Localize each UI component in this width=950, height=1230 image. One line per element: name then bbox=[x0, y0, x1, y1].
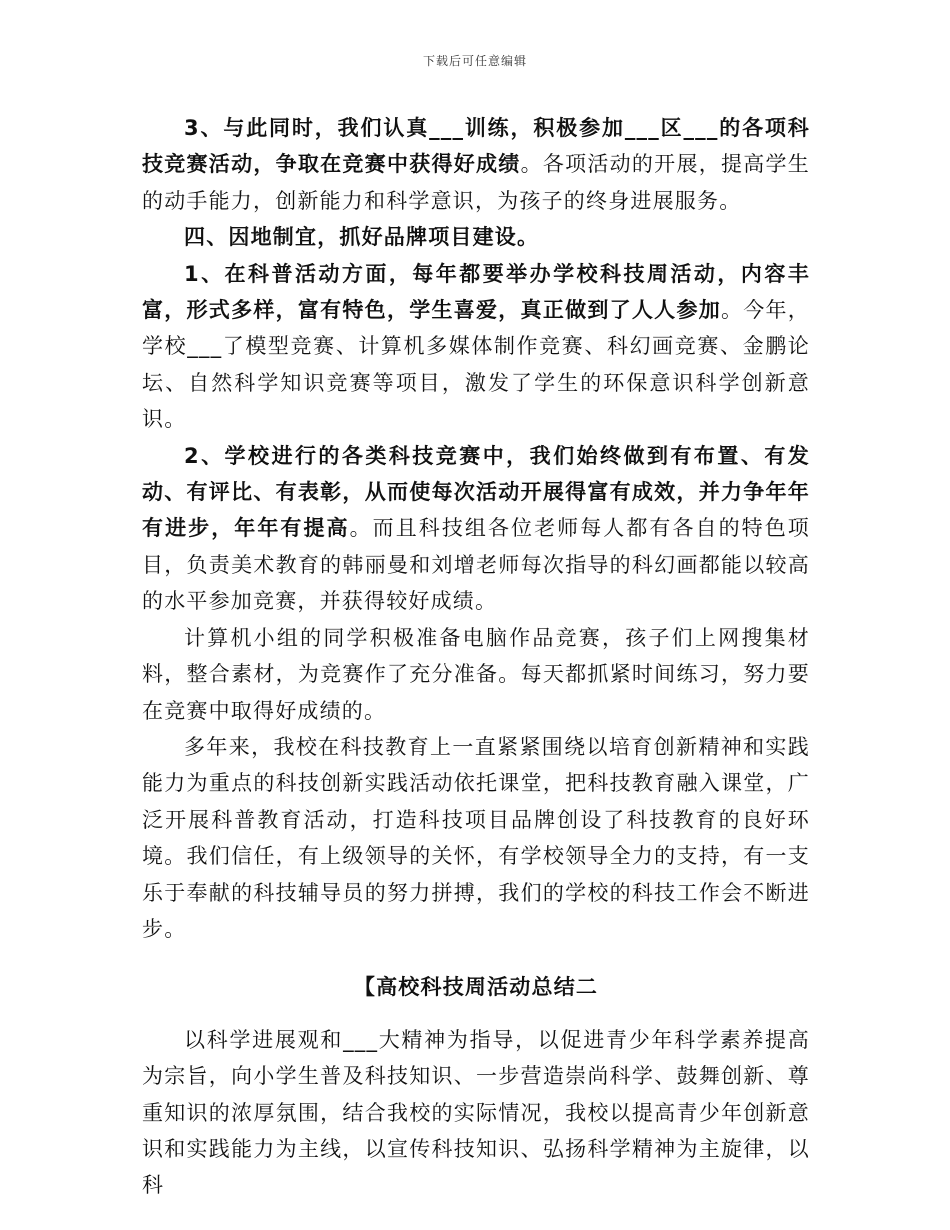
paragraph-4-rest: 。而且科技组各位老师每人都有各自的特色项目，负责美术教育的韩丽曼和刘增老师每次指导的科幻画都能以较高的水平参加竞赛，并获得较好成绩。 bbox=[142, 516, 810, 614]
paragraph-2-bold: 四、因地制宜，抓好品牌项目建设。 bbox=[184, 225, 540, 250]
paragraph-4 bbox=[142, 438, 810, 620]
paragraph-3-rest: 。今年，学校___了模型竞赛、计算机多媒体制作竞赛、科幻画竞赛、金鹏论坛、自然科学知识竞赛等项目，激发了学生的环保意识科学创新意识。 bbox=[142, 298, 810, 432]
paragraph-5: 计算机小组的同学积极准备电脑作品竞赛，孩子们上网搜集材料，整合素材，为竞赛作了充分准备。每天都抓紧时间练习，努力要在竞赛中取得好成绩的。 bbox=[142, 625, 810, 723]
paragraph-4-bold: 2、学校进行的各类科技竞赛中，我们始终做到有布置、有发动、有评比、有表彰，从而使每次活动开展得富有成效，并力争年年有进步，年年有提高 bbox=[142, 443, 810, 541]
section-title: 【高校科技周活动总结二 bbox=[353, 975, 599, 1000]
paragraph-1-bold: 3、与此同时，我们认真___训练，积极参加___区___的各项科技竞赛活动，争取在竞赛中获得好成绩 bbox=[142, 116, 810, 177]
document-body bbox=[142, 110, 810, 1204]
paragraph-3 bbox=[142, 256, 810, 438]
paragraph-2 bbox=[142, 219, 810, 255]
paragraph-1-rest: 。各项活动的开展，提高学生的动手能力，创新能力和科学意识，为孩子的终身进展服务。 bbox=[142, 152, 810, 213]
page-header: 下载后可任意编辑 bbox=[422, 54, 527, 68]
paragraph-7: 以科学进展观和___大精神为指导，以促进青少年科学素养提高为宗旨，向小学生普及科技知识、一步营造崇尚科学、鼓舞创新、尊重知识的浓厚氛围，结合我校的实际情况，我校以提高青少年创新意识和实践能力为主线，以宣传科技知识、弘扬科学精神为主旋律，以科 bbox=[142, 1027, 810, 1198]
paragraph-6: 多年来，我校在科技教育上一直紧紧围绕以培育创新精神和实践能力为重点的科技创新实践活动依托课堂，把科技教育融入课堂，广泛开展科普教育活动，打造科技项目品牌创设了科技教育的良好环境。我们信任，有上级领导的关怀，有学校领导全力的支持，有一支乐于奉献的科技辅导员的努力拼搏，我们的学校的科技工作会不断进步。 bbox=[142, 734, 810, 941]
paragraph-1 bbox=[142, 110, 810, 219]
paragraph-3-bold: 1、在科普活动方面，每年都要举办学校科技周活动，内容丰富，形式多样，富有特色，学生喜爱，真正做到了人人参加 bbox=[142, 261, 810, 323]
